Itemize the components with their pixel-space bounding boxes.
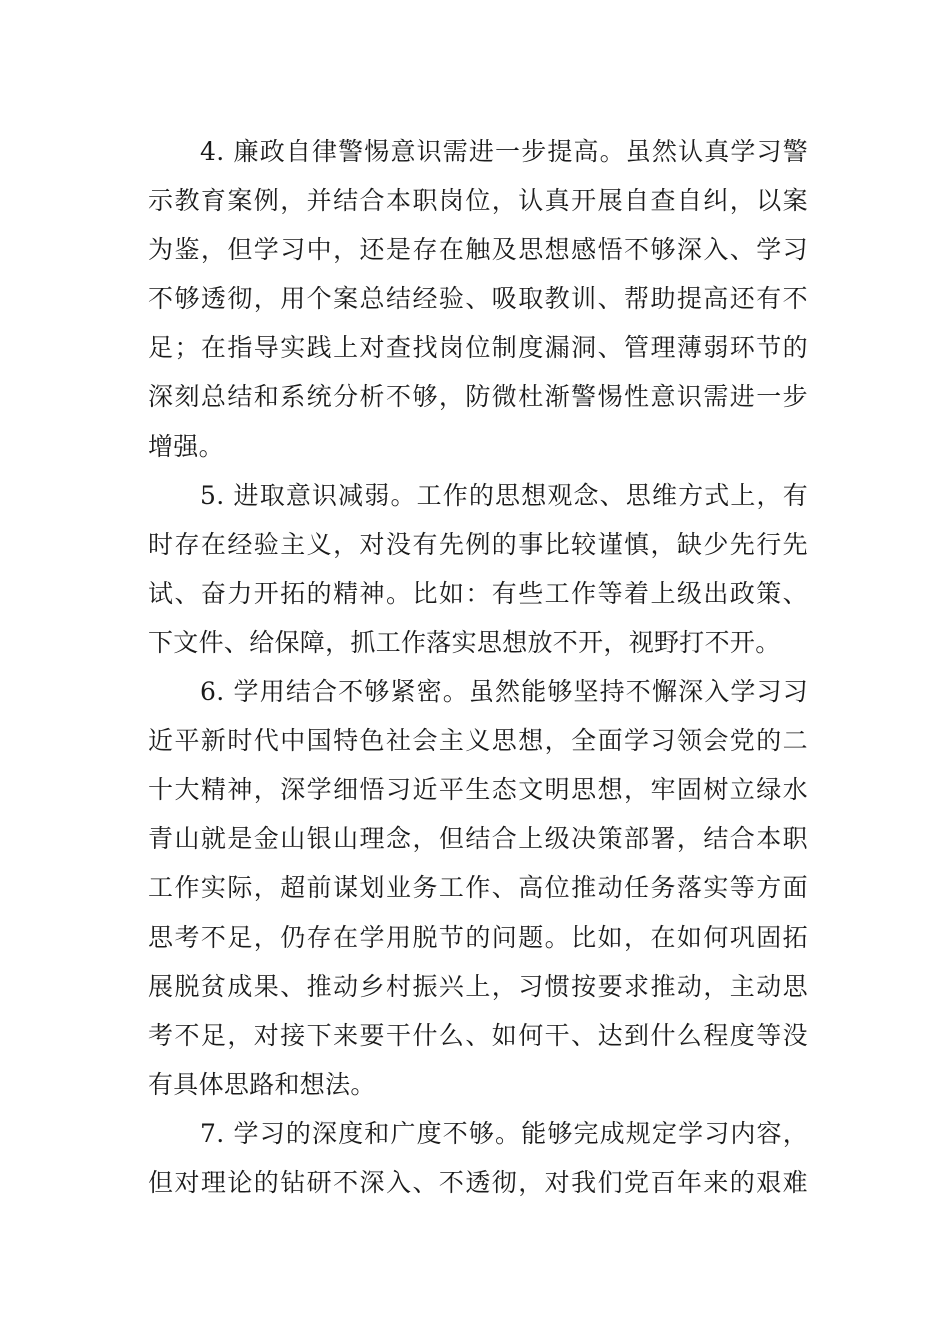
text-line: 深刻总结和系统分析不够，防微杜渐警惕性意识需进一步 <box>148 382 808 412</box>
text-line: 思考不足，仍存在学用脱节的问题。比如，在如何巩固拓 <box>148 922 808 952</box>
text-line: 近平新时代中国特色社会主义思想，全面学习领会党的二 <box>148 726 808 756</box>
text-line: 5. 进取意识减弱。工作的思想观念、思维方式上，有 <box>200 480 808 510</box>
text-line: 足；在指导实践上对查找岗位制度漏洞、管理薄弱环节的 <box>148 333 808 363</box>
text-line: 增强。 <box>148 431 224 461</box>
text-line: 青山就是金山银山理念，但结合上级决策部署，结合本职 <box>148 824 808 854</box>
body-text <box>148 127 808 1207</box>
text-line: 考不足，对接下来要干什么、如何干、达到什么程度等没 <box>148 1020 808 1050</box>
text-line: 试、奋力开拓的精神。比如：有些工作等着上级出政策、 <box>148 578 808 608</box>
text-line: 时存在经验主义，对没有先例的事比较谨慎，缺少先行先 <box>148 529 808 559</box>
text-line: 示教育案例，并结合本职岗位，认真开展自查自纠，以案 <box>148 186 808 216</box>
text-line: 但对理论的钻研不深入、不透彻，对我们党百年来的艰难 <box>148 1167 808 1197</box>
text-line: 下文件、给保障，抓工作落实思想放不开，视野打不开。 <box>148 627 781 657</box>
text-line: 为鉴，但学习中，还是存在触及思想感悟不够深入、学习 <box>148 235 808 265</box>
text-line: 7. 学习的深度和广度不够。能够完成规定学习内容， <box>200 1118 808 1148</box>
text-line: 6. 学用结合不够紧密。虽然能够坚持不懈深入学习习 <box>200 677 808 707</box>
text-line: 不够透彻，用个案总结经验、吸取教训、帮助提高还有不 <box>148 284 808 314</box>
text-line: 工作实际，超前谋划业务工作、高位推动任务落实等方面 <box>148 873 808 903</box>
text-line: 4. 廉政自律警惕意识需进一步提高。虽然认真学习警 <box>200 137 808 166</box>
text-line: 展脱贫成果、推动乡村振兴上，习惯按要求推动，主动思 <box>148 971 808 1001</box>
text-line: 有具体思路和想法。 <box>148 1069 376 1099</box>
text-line: 十大精神，深学细悟习近平生态文明思想，牢固树立绿水 <box>148 775 808 805</box>
